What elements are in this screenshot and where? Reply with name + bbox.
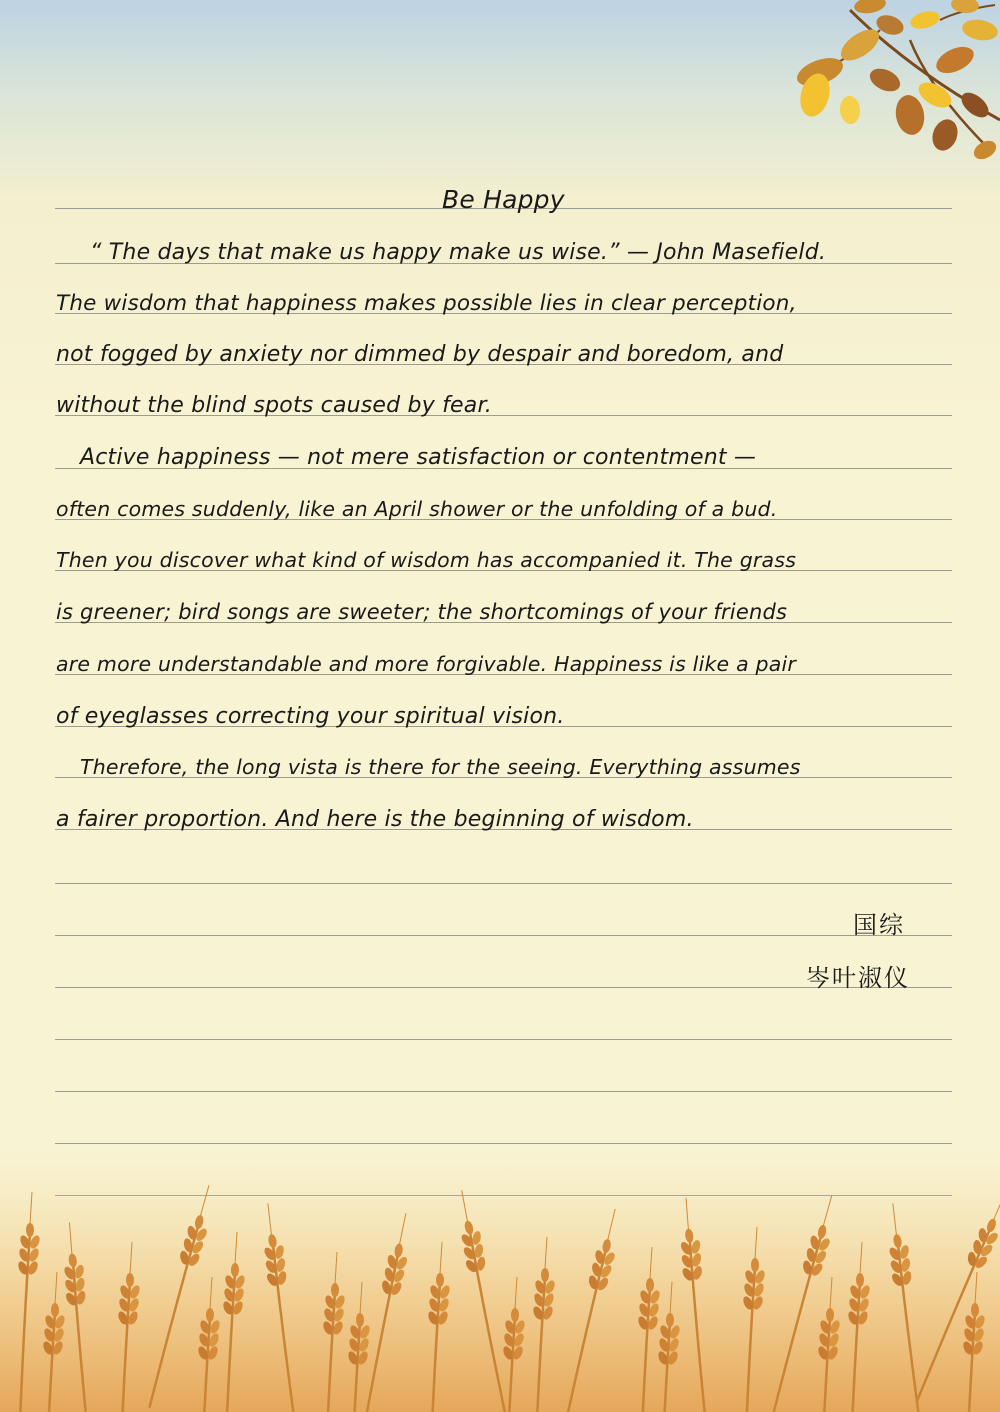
ruled-line bbox=[55, 1143, 952, 1144]
letter-line: Then you discover what kind of wisdom has accompanied it. The grass bbox=[56, 548, 797, 572]
letter-line: a fairer proportion. And here is the beginning of wisdom. bbox=[56, 807, 694, 832]
letter-line: not fogged by anxiety nor dimmed by despair and boredom, and bbox=[56, 342, 784, 367]
wheat-field-illustration bbox=[0, 1162, 1000, 1412]
signature-line-2: 岑叶淑仪 bbox=[806, 964, 910, 992]
letter-line: Therefore, the long vista is there for the seeing. Everything assumes bbox=[80, 755, 801, 779]
ruled-line bbox=[55, 1039, 952, 1040]
letter-line: of eyeglasses correcting your spiritual vision. bbox=[56, 704, 565, 729]
letter-line: often comes suddenly, like an April shower or the unfolding of a bud. bbox=[56, 497, 778, 521]
letter-line: are more understandable and more forgivable. Happiness is like a pair bbox=[56, 652, 797, 676]
letter-line: is greener; bird songs are sweeter; the shortcomings of your friends bbox=[56, 600, 788, 624]
letter-title: Be Happy bbox=[442, 185, 565, 214]
ruled-line bbox=[55, 883, 952, 884]
letter-line: The wisdom that happiness makes possible lies in clear perception, bbox=[56, 291, 797, 316]
letter-line: Active happiness — not mere satisfaction or contentment — bbox=[80, 445, 757, 470]
signature-line-1: 国综 bbox=[853, 911, 905, 939]
letter-line: without the blind spots caused by fear. bbox=[56, 393, 492, 418]
ruled-line bbox=[55, 935, 952, 936]
ruled-line bbox=[55, 1091, 952, 1092]
autumn-leaves-illustration bbox=[760, 0, 1000, 170]
letter-line: “ The days that make us happy make us wise.” — John Masefield. bbox=[90, 240, 827, 265]
